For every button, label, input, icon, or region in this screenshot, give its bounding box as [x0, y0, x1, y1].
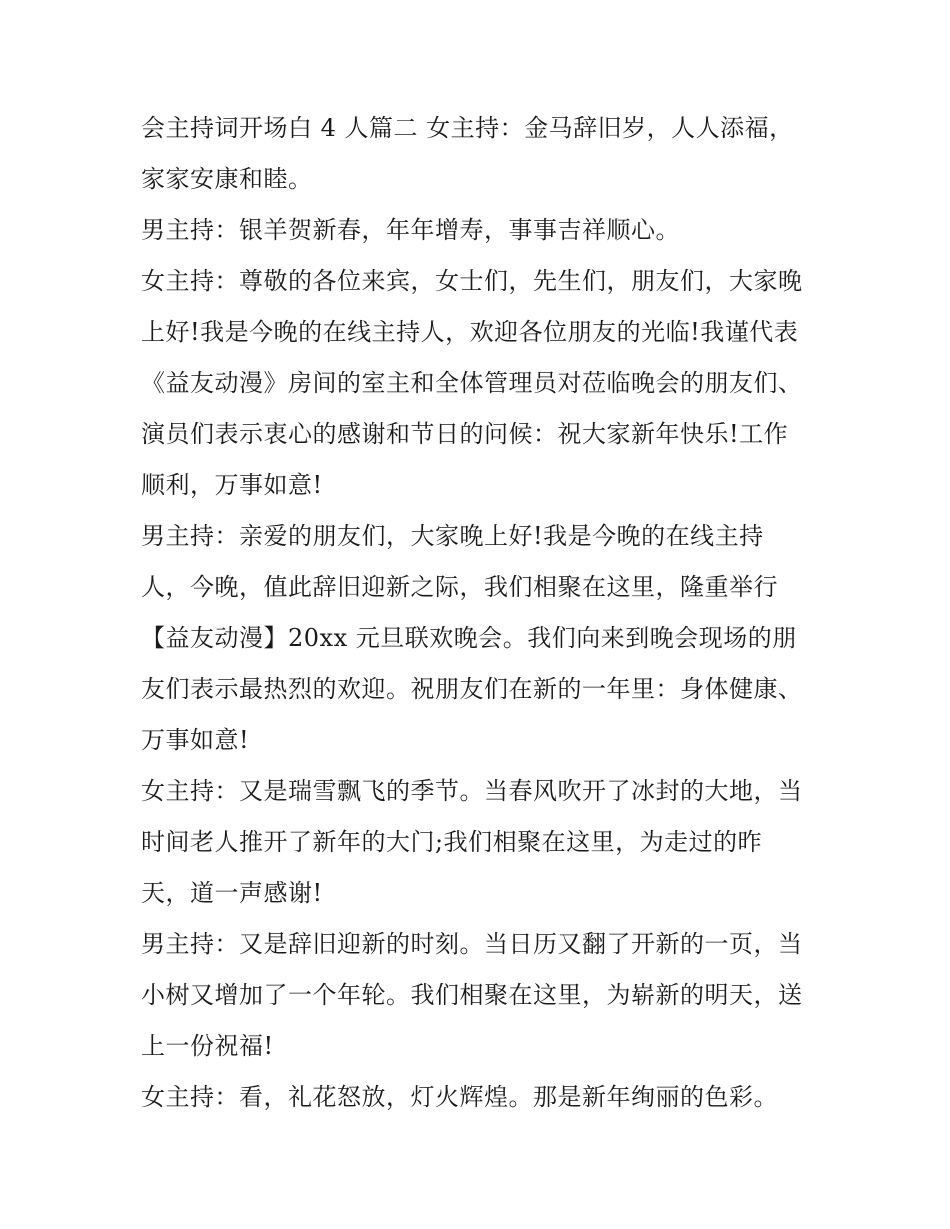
text-line: 【益友动漫】20xx 元旦联欢晚会。我们向来到晚会现场的朋	[141, 624, 797, 652]
text-line: 上好!我是今晚的在线主持人，欢迎各位朋友的光临!我谨代表	[141, 318, 799, 346]
text-line: 《益友动漫》房间的室主和全体管理员对莅临晚会的朋友们、	[141, 369, 803, 397]
text-line: 顺利，万事如意!	[141, 471, 323, 499]
text-line: 时间老人推开了新年的大门;我们相聚在这里，为走过的昨	[141, 828, 763, 856]
text-line: 万事如意!	[141, 726, 250, 754]
text-line: 男主持：亲爱的朋友们，大家晚上好!我是今晚的在线主持	[141, 522, 764, 550]
text-line: 演员们表示衷心的感谢和节日的问候：祝大家新年快乐!工作	[141, 420, 789, 448]
text-line: 男主持：又是辞旧迎新的时刻。当日历又翻了开新的一页，当	[141, 930, 803, 958]
text-line: 男主持：银羊贺新春，年年增寿，事事吉祥顺心。	[141, 216, 680, 244]
document-body	[141, 103, 821, 1123]
text-line: 女主持：尊敬的各位来宾，女士们，先生们，朋友们，大家晚	[141, 267, 803, 295]
text-line: 女主持：又是瑞雪飘飞的季节。当春风吹开了冰封的大地，当	[141, 777, 803, 805]
text-line: 天，道一声感谢!	[141, 879, 323, 907]
text-line: 女主持：看，礼花怒放，灯火辉煌。那是新年绚丽的色彩。	[141, 1083, 778, 1111]
text-line: 家家安康和睦。	[141, 165, 313, 193]
text-line: 人，今晚，值此辞旧迎新之际，我们相聚在这里，隆重举行	[141, 573, 778, 601]
text-line: 会主持词开场白 4 人篇二 女主持：金马辞旧岁，人人添福，	[141, 114, 794, 142]
text-line: 小树又增加了一个年轮。我们相聚在这里，为崭新的明天，送	[141, 981, 803, 1009]
text-line: 上一份祝福!	[141, 1032, 274, 1060]
text-line: 友们表示最热烈的欢迎。祝朋友们在新的一年里：身体健康、	[141, 675, 803, 703]
